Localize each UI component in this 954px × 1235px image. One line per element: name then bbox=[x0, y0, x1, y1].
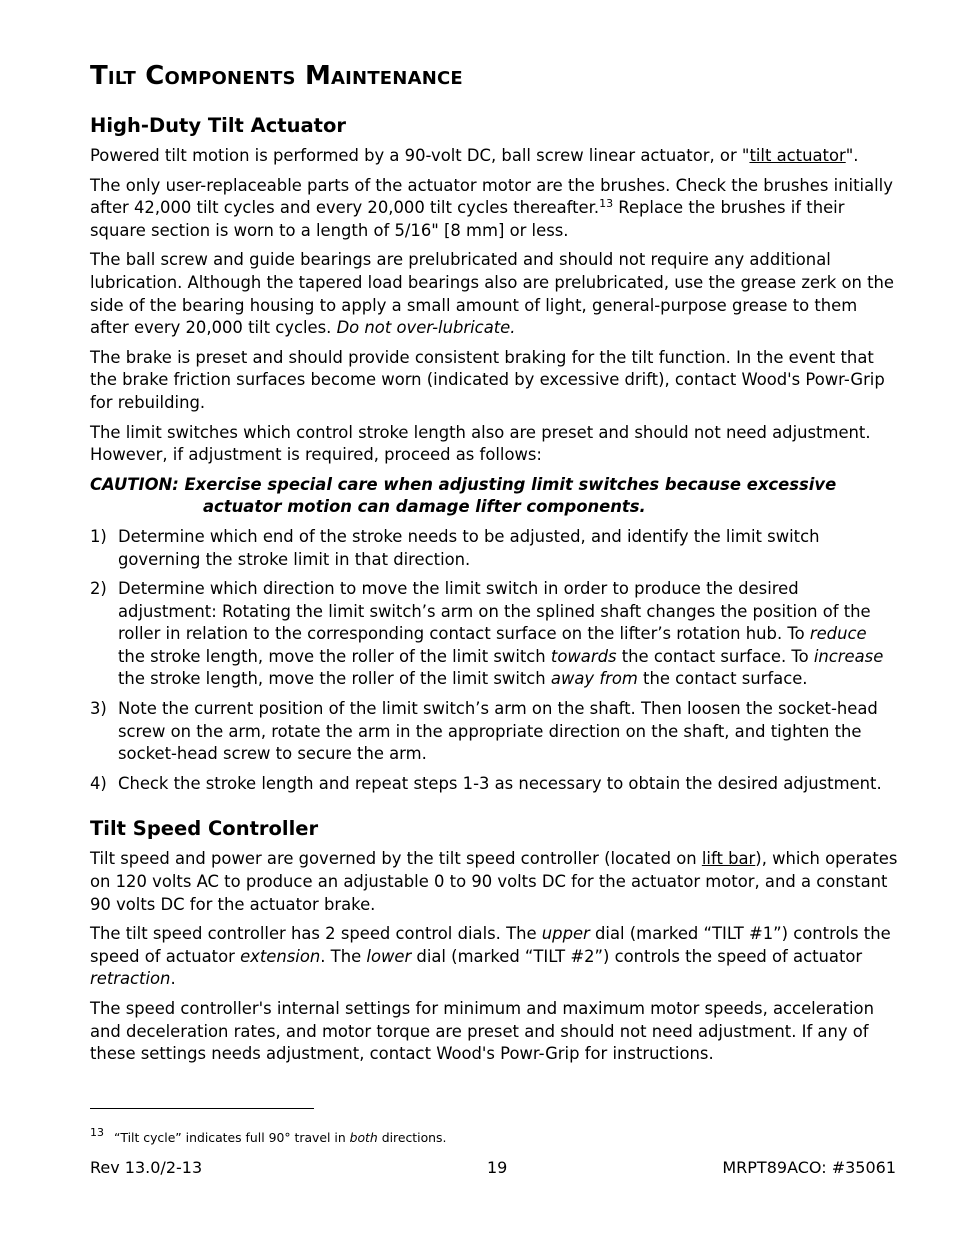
emphasis: retraction bbox=[90, 969, 171, 989]
section-heading-speed-controller: Tilt Speed Controller bbox=[90, 817, 319, 841]
text: Powered tilt motion is performed by a 90-volt DC, ball screw linear actuator, or " bbox=[90, 146, 750, 165]
paragraph bbox=[90, 249, 898, 339]
paragraph bbox=[90, 923, 898, 991]
page-title: Tilt Components Maintenance bbox=[90, 61, 463, 91]
footnote bbox=[90, 1124, 446, 1147]
step-text: the stroke length, move the roller of the limit switch bbox=[118, 646, 551, 666]
footnote-text: directions. bbox=[377, 1130, 447, 1145]
paragraph: The brake is preset and should provide consistent braking for the tilt function. In the event that the brake friction surfaces become worn (indicated by excessive drift), contact Wood's Powr-Grip for rebuilding. bbox=[90, 347, 885, 412]
step-number: 1) bbox=[90, 526, 107, 546]
step-text: the stroke length, move the roller of the limit switch bbox=[118, 669, 551, 689]
step-text: the contact surface. bbox=[637, 669, 808, 689]
step-number: 2) bbox=[90, 579, 107, 599]
text: ), which operates on 120 volts AC to produce an adjustable 0 to 90 volts DC for the actuator motor, and a constant 90 volts DC for the actuator brake. bbox=[90, 849, 898, 914]
step-text: Note the current position of the limit switch’s arm on the shaft. Then loosen the socket-head screw on the arm, rotate the arm in the appropriate direction on the shaft, and tighten the socket-head screw to secure the arm. bbox=[118, 699, 878, 764]
text: The ball screw and guide bearings are prelubricated and should not require any additional lubrication. Although the tapered load bearings also are prelubricated, use the grease zerk on the side of the bearing housing to apply a small amount of light, general-purpose grease to them after every 20,000 tilt cycles. bbox=[90, 250, 894, 338]
emphasis: both bbox=[349, 1130, 378, 1145]
section-heading-actuator: High-Duty Tilt Actuator bbox=[90, 114, 346, 137]
list-item bbox=[90, 578, 898, 691]
emphasis: away from bbox=[550, 669, 638, 689]
paragraph bbox=[90, 175, 898, 243]
footnote-divider bbox=[90, 1108, 314, 1109]
emphasis: lower bbox=[366, 946, 412, 966]
step-text: Check the stroke length and repeat steps 1-3 as necessary to obtain the desired adjustment. bbox=[118, 773, 882, 793]
text: The tilt speed controller has 2 speed control dials. The bbox=[90, 924, 542, 944]
footer-revision: Rev 13.0/2-13 bbox=[90, 1158, 203, 1177]
list-item bbox=[90, 698, 898, 766]
step-text: Determine which direction to move the limit switch in order to produce the desired adjustment: Rotating the limit switch’s arm on the splined shaft changes the position of the roller in relation to the corresponding contact surface on the lifter’s rotation hub. To bbox=[118, 579, 871, 644]
text: . The bbox=[320, 946, 367, 966]
emphasis: towards bbox=[550, 646, 617, 666]
paragraph: The speed controller's internal settings for minimum and maximum motor speeds, acceleration and deceleration rates, and motor torque are preset and should not need adjustment. If any of these settings needs adjustment, contact Wood's Powr-Grip for instructions. bbox=[90, 999, 874, 1064]
paragraph bbox=[90, 848, 898, 916]
step-number: 3) bbox=[90, 699, 107, 719]
text: dial (marked “TILT #1”) controls the speed of actuator bbox=[90, 924, 891, 966]
lift-bar-link[interactable]: lift bar bbox=[701, 849, 756, 869]
list-item bbox=[90, 773, 898, 796]
tilt-actuator-link[interactable]: tilt actuator bbox=[749, 146, 846, 165]
emphasis: extension bbox=[240, 946, 321, 966]
footnote-ref: 13 bbox=[599, 197, 614, 211]
list-item bbox=[90, 526, 898, 571]
footer-page-number: 19 bbox=[487, 1158, 508, 1177]
emphasis: upper bbox=[541, 924, 590, 944]
footnote-text: “Tilt cycle” indicates full 90° travel in bbox=[114, 1130, 350, 1145]
emphasis: Do not over-lubricate. bbox=[336, 318, 516, 338]
spacer bbox=[90, 802, 898, 816]
text: Tilt speed and power are governed by the tilt speed controller (located on bbox=[90, 849, 702, 869]
step-text: the contact surface. To bbox=[616, 646, 814, 666]
text: Replace the brushes if their square section is worn to a length of 5/16" [8 mm] or less. bbox=[90, 198, 845, 240]
page-content bbox=[90, 58, 898, 1073]
paragraph bbox=[90, 145, 898, 168]
adjustment-steps bbox=[90, 526, 898, 796]
caution-line-1: CAUTION: Exercise special care when adjusting limit switches because excessive bbox=[90, 474, 837, 494]
emphasis: increase bbox=[813, 646, 884, 666]
text: The only user-replaceable parts of the actuator motor are the brushes. Check the brushes initially after 42,000 tilt cycles and every 20,000 tilt cycles thereafter. bbox=[90, 175, 893, 218]
text: ". bbox=[845, 146, 859, 165]
text: dial (marked “TILT #2”) controls the speed of actuator bbox=[411, 946, 863, 966]
caution-line-2: actuator motion can damage lifter components. bbox=[203, 497, 646, 517]
step-number: 4) bbox=[90, 773, 107, 793]
footer-document-id: MRPT89ACO: #35061 bbox=[722, 1158, 896, 1177]
paragraph: The limit switches which control stroke length also are preset and should not need adjustment. However, if adjustment is required, proceed as follows: bbox=[90, 422, 871, 465]
caution-note bbox=[90, 474, 898, 519]
text: . bbox=[170, 969, 176, 989]
emphasis: reduce bbox=[809, 624, 867, 644]
step-text: Determine which end of the stroke needs to be adjusted, and identify the limit switch governing the stroke limit in that direction. bbox=[118, 526, 820, 569]
footnote-number: 13 bbox=[90, 1126, 104, 1139]
